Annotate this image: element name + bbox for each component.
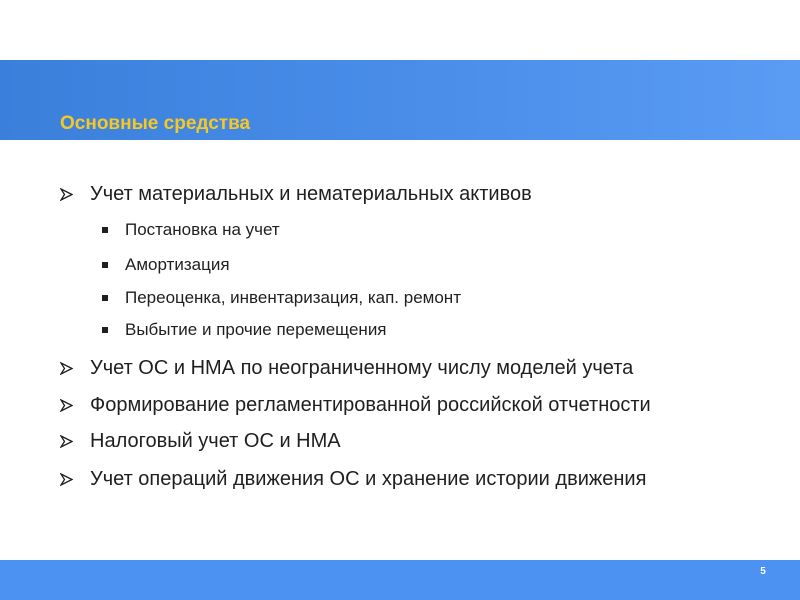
square-bullet-icon <box>102 327 108 333</box>
bullet-item-text: Учет материальных и нематериальных активов <box>90 183 532 205</box>
bullet-item-text: Учет ОС и НМА по неограниченному числу моделей учета <box>90 357 634 379</box>
bullet-item-text: Формирование регламентированной российской отчетности <box>90 394 651 416</box>
footer-band <box>0 560 800 600</box>
arrow-bullet-icon <box>60 362 73 375</box>
square-bullet-icon <box>102 227 108 233</box>
sub-bullet-item-text: Выбытие и прочие перемещения <box>125 320 387 339</box>
bullet-item-text: Учет операций движения ОС и хранение истории движения <box>90 468 647 490</box>
slide-title: Основные средства <box>60 113 251 134</box>
square-bullet-icon <box>102 295 108 301</box>
arrow-bullet-icon <box>60 473 73 486</box>
arrow-bullet-icon <box>60 399 73 412</box>
arrow-bullet-icon <box>60 435 73 448</box>
sub-bullet-item-text: Амортизация <box>125 255 230 274</box>
square-bullet-icon <box>102 262 108 268</box>
sub-bullet-item-text: Переоценка, инвентаризация, кап. ремонт <box>125 288 461 307</box>
bullet-item-text: Налоговый учет ОС и НМА <box>90 430 341 452</box>
arrow-bullet-icon <box>60 188 73 201</box>
sub-bullet-item-text: Постановка на учет <box>125 220 280 239</box>
page-number: 5 <box>760 566 766 577</box>
